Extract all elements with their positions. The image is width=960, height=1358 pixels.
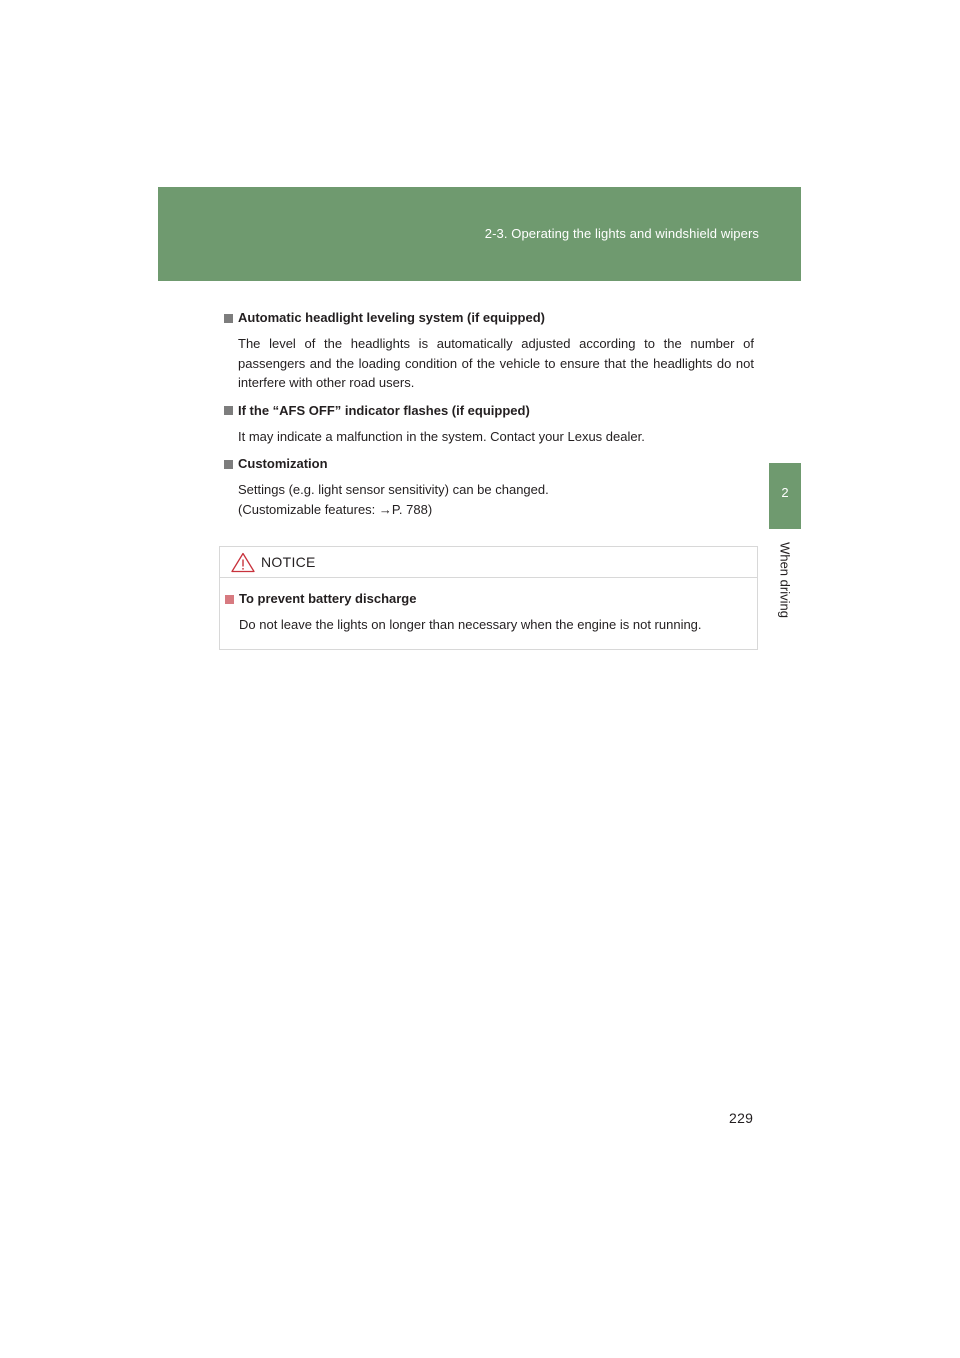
notice-content xyxy=(225,590,747,635)
section-heading xyxy=(224,402,754,420)
section-heading-text: Automatic headlight leveling system (if equipped) xyxy=(238,310,545,325)
settings-line: Settings (e.g. light sensor sensitivity) can be changed. xyxy=(238,482,549,497)
page-number: 229 xyxy=(729,1110,754,1126)
square-bullet-icon xyxy=(224,314,233,323)
customizable-features-line xyxy=(238,500,754,520)
section-heading xyxy=(224,455,754,473)
notice-title: NOTICE xyxy=(261,554,316,570)
section-heading xyxy=(224,309,754,327)
section-body xyxy=(238,480,754,519)
notice-heading xyxy=(225,590,747,608)
square-bullet-icon xyxy=(224,406,233,415)
notice-header xyxy=(220,547,757,578)
warning-triangle-icon xyxy=(231,552,255,573)
chapter-tab xyxy=(769,463,801,529)
section-customization xyxy=(224,455,754,519)
square-bullet-icon xyxy=(224,460,233,469)
notice-box xyxy=(219,546,758,650)
chapter-label: When driving xyxy=(777,542,793,618)
square-bullet-icon xyxy=(225,595,234,604)
section-body: It may indicate a malfunction in the system. Contact your Lexus dealer. xyxy=(238,428,645,444)
section-heading-text: Customization xyxy=(238,456,328,471)
section-heading-text: If the “AFS OFF” indicator flashes (if equipped) xyxy=(238,402,530,418)
main-content xyxy=(224,309,754,528)
notice-heading-text: To prevent battery discharge xyxy=(239,591,417,606)
section-headlight-leveling xyxy=(224,309,754,393)
section-body: The level of the headlights is automatically adjusted according to the number of passengers and the loading condition of the vehicle to ensure that the headlights do not interfere with other road users. xyxy=(238,336,754,390)
notice-body-text: Do not leave the lights on longer than necessary when the engine is not running. xyxy=(239,617,702,632)
section-afs-off xyxy=(224,402,754,447)
section-title: 2-3. Operating the lights and windshield wipers xyxy=(484,226,759,241)
chapter-number: 2 xyxy=(781,485,789,500)
arrow-right-icon: → xyxy=(378,501,392,517)
page-reference-link[interactable]: P. 788) xyxy=(391,501,433,517)
header-band xyxy=(158,187,801,281)
features-prefix: (Customizable features: xyxy=(238,501,379,517)
